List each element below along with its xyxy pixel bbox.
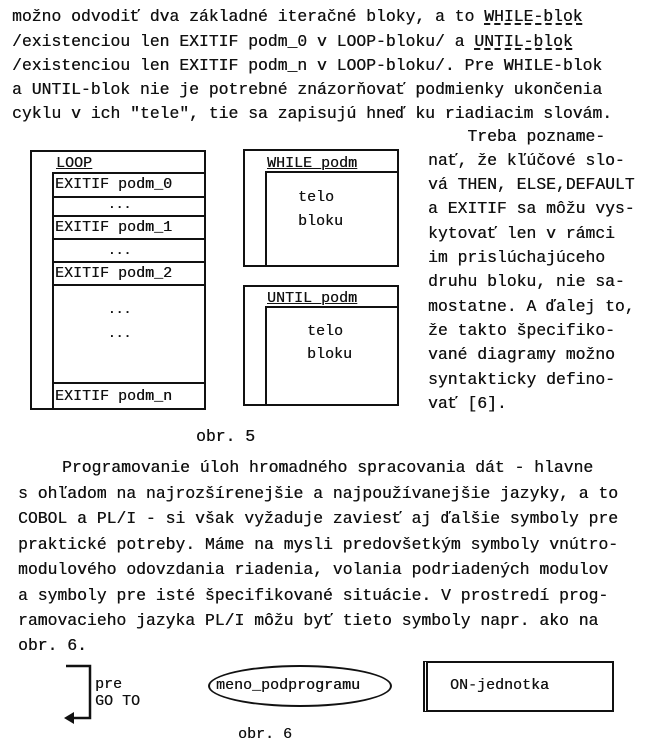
loop-row: EXITIF podm_0 [55,176,173,193]
text-line: vané diagramy možno [428,345,615,364]
loop-row-ellipsis: ... [108,197,132,212]
text-line: a UNTIL-blok nie je potrebné znázorňovať podmienky ukončenia [12,80,603,99]
text-line: nať, že kľúčové slo- [428,151,625,170]
text-line: Treba poznamе- [428,127,606,146]
text-line: syntakticky defino- [428,370,615,389]
until-body-text: telo [307,323,344,340]
subprogram-label: meno_podprogramu [216,677,361,694]
underlined-term: WHILE-blok [484,7,583,26]
loop-inner-edge [52,172,54,409]
while-body-text: telo [298,189,335,206]
text-line: ramovacieho jazyka PL/I môžu byť tieto symboly napr. ako na [18,611,599,630]
text-line: praktické potreby. Máme na mysli predovšetkým symboly vnútro- [18,535,618,554]
until-body-text: bloku [307,346,353,363]
while-body-text: bloku [298,213,344,230]
text-line: Programovanie úloh hromadného spracovania dát - hlavne [62,458,594,477]
text-line: kytovať len v rámci [428,224,615,243]
figure-caption: obr. 6 [238,726,293,743]
text-line: vá THEN, ELSE,DEFAULT [428,175,635,194]
text-line: vať [6]. [428,394,507,413]
figure-caption: obr. 5 [196,427,256,446]
loop-row-ellipsis: ... [108,243,132,258]
text-line: a EXITIF sa môžu vys- [428,199,635,218]
text-line: COBOL a PL/I - si však vyžaduje zaviesť aj ďalšie symboly pre [18,509,618,528]
goto-arrow-icon [60,660,100,726]
loop-row: EXITIF podm_1 [55,219,173,236]
text-line: mostatne. A ďalej to, [428,297,635,316]
text-line: možno odvodiť dva základné iteračné bloky, a to [12,7,485,26]
loop-row: EXITIF podm_2 [55,265,173,282]
text-line: že takto špecifiko- [428,321,615,340]
loop-row-ellipsis: ... [108,302,132,317]
text-line: im prislúchajúceho [428,248,606,267]
text-line: /existenciou len EXITIF podm_n v LOOP-bloku/. Pre WHILE-blok [12,56,603,75]
text-line: druhu bloku, nie sa- [428,272,625,291]
on-unit-label: ON-jednotka [450,677,550,694]
text-line: /existenciou len EXITIF podm_0 v LOOP-bloku/ a [12,32,475,51]
goto-label: pre [95,676,123,693]
text-line: s ohľadom na najrozšírenejšie a najpoužívanejšie jazyky, a to [18,484,618,503]
loop-row: EXITIF podm_n [55,388,173,405]
while-header: WHILE podm [267,155,358,172]
text-line: a symboly pre isté špecifikované situácie. V prostredí prog- [18,586,609,605]
loop-header: LOOP [56,155,93,172]
text-line: modulového odovzdania riadenia, volania podriadených modulov [18,560,609,579]
text-line: cyklu v ich "tele", tie sa zapisujú hneď ku riadiacim slovám. [12,104,612,123]
until-header: UNTIL podm [267,290,358,307]
goto-label: GO TO [95,693,141,710]
text-line: obr. 6. [18,636,87,655]
loop-row-ellipsis: ... [108,326,132,341]
underlined-term: UNTIL-blok [474,32,573,51]
